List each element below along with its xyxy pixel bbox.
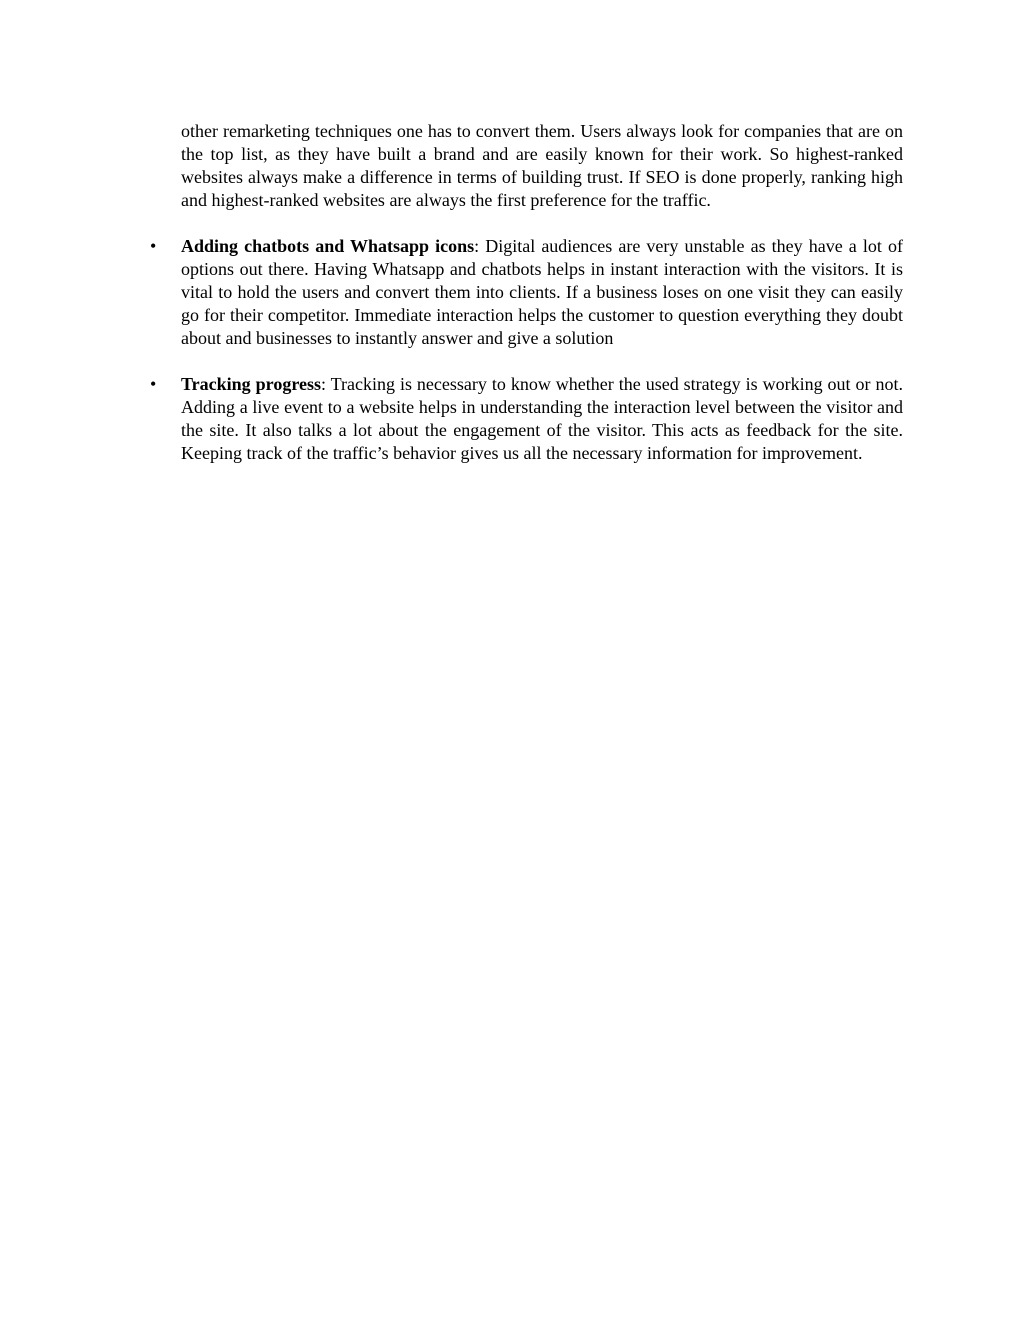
list-item-text: Tracking is necessary to know whether the used strategy is working out or not. Adding a live event to a website helps in understanding the interaction level between the visitor and the site. It also talks a lot about the engagement of the visitor. This acts as feedback for the site. Keeping track of the traffic’s behavior gives us all the necessary information for improvement. [181,374,903,463]
list-item-separator: : [474,236,486,256]
bullet-icon: • [150,374,157,394]
list-item-text: Digital audiences are very unstable as they have a lot of options out there. Having Whatsapp and chatbots helps in instant interaction with the visitors. It is vital to hold the users and convert them into clients. If a business loses on one visit they can easily go for their competitor. Immediate interaction helps the customer to question everything they doubt about and businesses to instantly answer and give a solution [181,236,903,348]
list-item-separator: : [320,374,331,394]
list-item-title: Tracking progress [181,374,321,394]
continuation-paragraph: other remarketing techniques one has to convert them. Users always look for companies that are on the top list, as they have built a brand and are easily known for their work. So highest-ranked websites always make a difference in terms of building trust. If SEO is done properly, ranking high and highest-ranked websites are always the first preference for the traffic. [181,121,903,210]
list-item-chatbots [150,235,903,350]
bullet-icon: • [150,236,157,256]
list-item-title: Adding chatbots and Whatsapp icons [181,236,475,256]
list-item-tracking [150,373,903,465]
document-body [150,120,903,488]
